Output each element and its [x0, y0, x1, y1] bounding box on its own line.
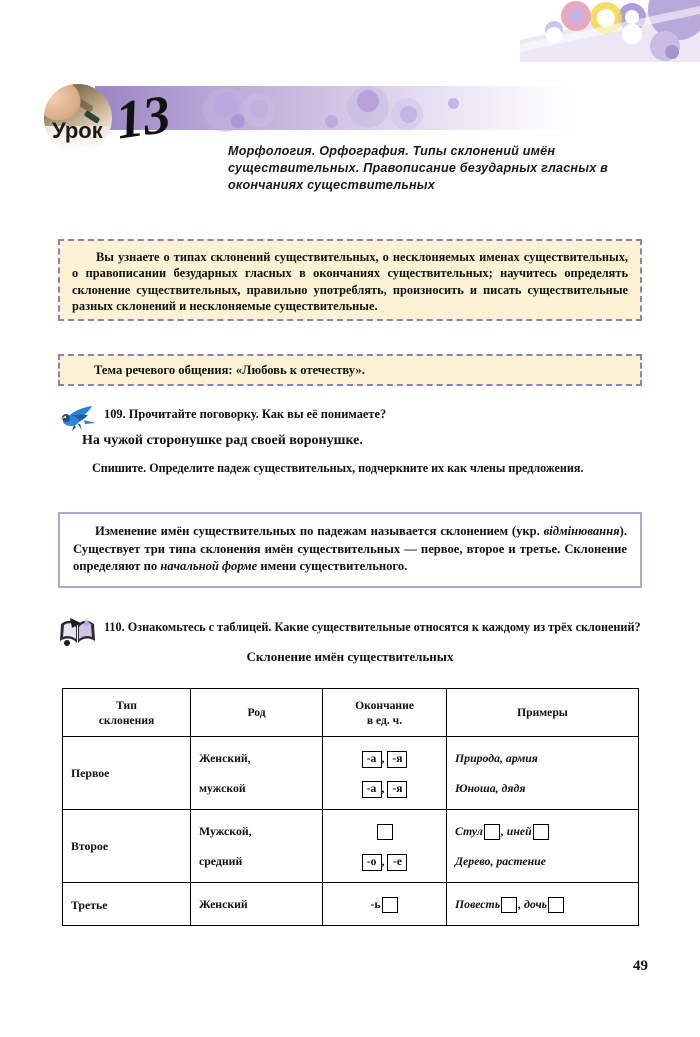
row3-zero-ending-box — [382, 897, 398, 913]
exercise-110 — [58, 618, 642, 665]
row2-example-word1: Стул — [455, 824, 483, 838]
table-caption: Склонение имён существительных — [246, 649, 454, 664]
row1-ending-line1: -а , -я — [331, 743, 438, 773]
exercise-110-header — [58, 618, 642, 640]
header-type — [63, 689, 191, 737]
row1-ending-line2: -а , -я — [331, 773, 438, 803]
exercise-109-task: 109. Прочитайте поговорку. Как вы её понимаете? — [104, 407, 387, 421]
objectives-box — [58, 239, 642, 321]
row1-ending2-box-a: -а — [362, 781, 382, 798]
row1-ending — [323, 737, 447, 810]
row2-example-word2: , иней — [500, 824, 532, 838]
exercise-109-proverb: На чужой сторонушке рад своей воронушке. — [82, 433, 363, 448]
bird-icon — [58, 403, 98, 433]
speech-theme-text: Тема речевого общения: «Любовь к отечеству». — [94, 363, 365, 377]
row2-ending-line2: -о , -е — [331, 846, 438, 876]
row2-gender-line2: средний — [199, 854, 243, 868]
page-number: 49 — [633, 958, 648, 974]
rule-part-1: Изменение имён существительных по падежам называется склонением (укр. — [95, 524, 544, 538]
header-type-line1: Тип — [116, 698, 137, 712]
row3-gender: Женский — [191, 883, 323, 926]
page-title: Морфология. Орфография. Типы склонений имён существительных. Правописание безударных гласных в окончаниях существительных — [228, 144, 608, 192]
row3-example-box2 — [548, 897, 564, 913]
row1-ending2-box-ya: -я — [387, 781, 407, 798]
row3-soft-sign: -ь — [370, 897, 381, 911]
row3-ending — [323, 883, 447, 926]
initial-form-term: начальной форме — [160, 559, 258, 574]
rule-part-2: ). Существует три типа склонения имён существительных — первое, второе и третье. Склонение определяют по — [73, 524, 627, 574]
row1-gender — [191, 737, 323, 810]
ukrainian-term: відмінювання — [543, 524, 620, 538]
table-header-row — [63, 689, 639, 737]
row3-example-box1 — [501, 897, 517, 913]
exercise-110-task: 110. Ознакомьтесь с таблицей. Какие существительные относятся к каждому из трёх склонений? — [104, 620, 641, 634]
row2-examples — [447, 810, 639, 883]
row2-gender — [191, 810, 323, 883]
header-gender-line1: Род — [247, 706, 266, 719]
exercise-109-header — [58, 405, 642, 427]
exercise-109 — [58, 405, 642, 476]
row2-type: Второе — [63, 810, 191, 883]
row3-type: Третье — [63, 883, 191, 926]
objectives-text: Вы узнаете о типах склонений существительных, о несклоняемых именах существительных, о правописании безударных гласных в окончаниях существительных; научитесь определять склонение существительных, правильно употреблять, произносить и писать существительные разных склонений и несклоняемые существительные. — [72, 250, 628, 314]
row2-ending-line1 — [331, 816, 438, 846]
lesson-number: 13 — [112, 83, 174, 151]
row1-ending-box-a: -а — [362, 751, 382, 768]
header-examples — [447, 689, 639, 737]
row1-example-line2: Юноша, дядя — [455, 781, 526, 795]
header-ending-line2: в ед. ч. — [366, 713, 403, 727]
row3-example-word2: , дочь — [518, 897, 548, 911]
table-row — [63, 883, 639, 926]
declension-table — [62, 688, 639, 926]
row2-gender-line1: Мужской, — [199, 824, 252, 838]
open-book-icon — [58, 616, 98, 646]
row2-ending — [323, 810, 447, 883]
header-ending-line1: Окончание — [355, 698, 414, 712]
row2-zero-ending-box — [377, 824, 393, 840]
table-row — [63, 810, 639, 883]
row2-example-box1 — [484, 824, 500, 840]
rule-part-3: имени существительного. — [257, 559, 408, 574]
row2-ending-box-e: -е — [387, 854, 407, 871]
speech-theme-box — [58, 354, 642, 386]
header-ending — [323, 689, 447, 737]
row1-type: Первое — [63, 737, 191, 810]
row1-ending-box-ya: -я — [387, 751, 407, 768]
top-right-decoration — [520, 0, 700, 62]
row3-examples — [447, 883, 639, 926]
rule-text — [73, 523, 627, 576]
header-gender — [191, 689, 323, 737]
row2-example-box2 — [533, 824, 549, 840]
lesson-header — [0, 83, 700, 151]
row3-example-word1: Повесть — [455, 897, 501, 911]
bubbles-decoration — [520, 0, 700, 62]
row1-gender-line2: мужской — [199, 781, 246, 795]
row2-example-line2: Дерево, растение — [455, 854, 546, 868]
header-examples-line1: Примеры — [517, 706, 568, 719]
lesson-word-label: Урок — [52, 118, 103, 143]
exercise-109-subtask: Спишите. Определите падеж существительных, подчеркните их как члены предложения. — [92, 461, 584, 475]
header-type-line2: склонения — [98, 713, 155, 727]
row1-gender-line1: Женский, — [199, 751, 251, 765]
row2-example-line1 — [455, 816, 630, 846]
row1-example-line1: Природа, армия — [455, 751, 538, 765]
table-row — [63, 737, 639, 810]
row2-ending-box-o: -о — [362, 854, 382, 871]
row1-examples — [447, 737, 639, 810]
rule-box — [58, 512, 642, 588]
